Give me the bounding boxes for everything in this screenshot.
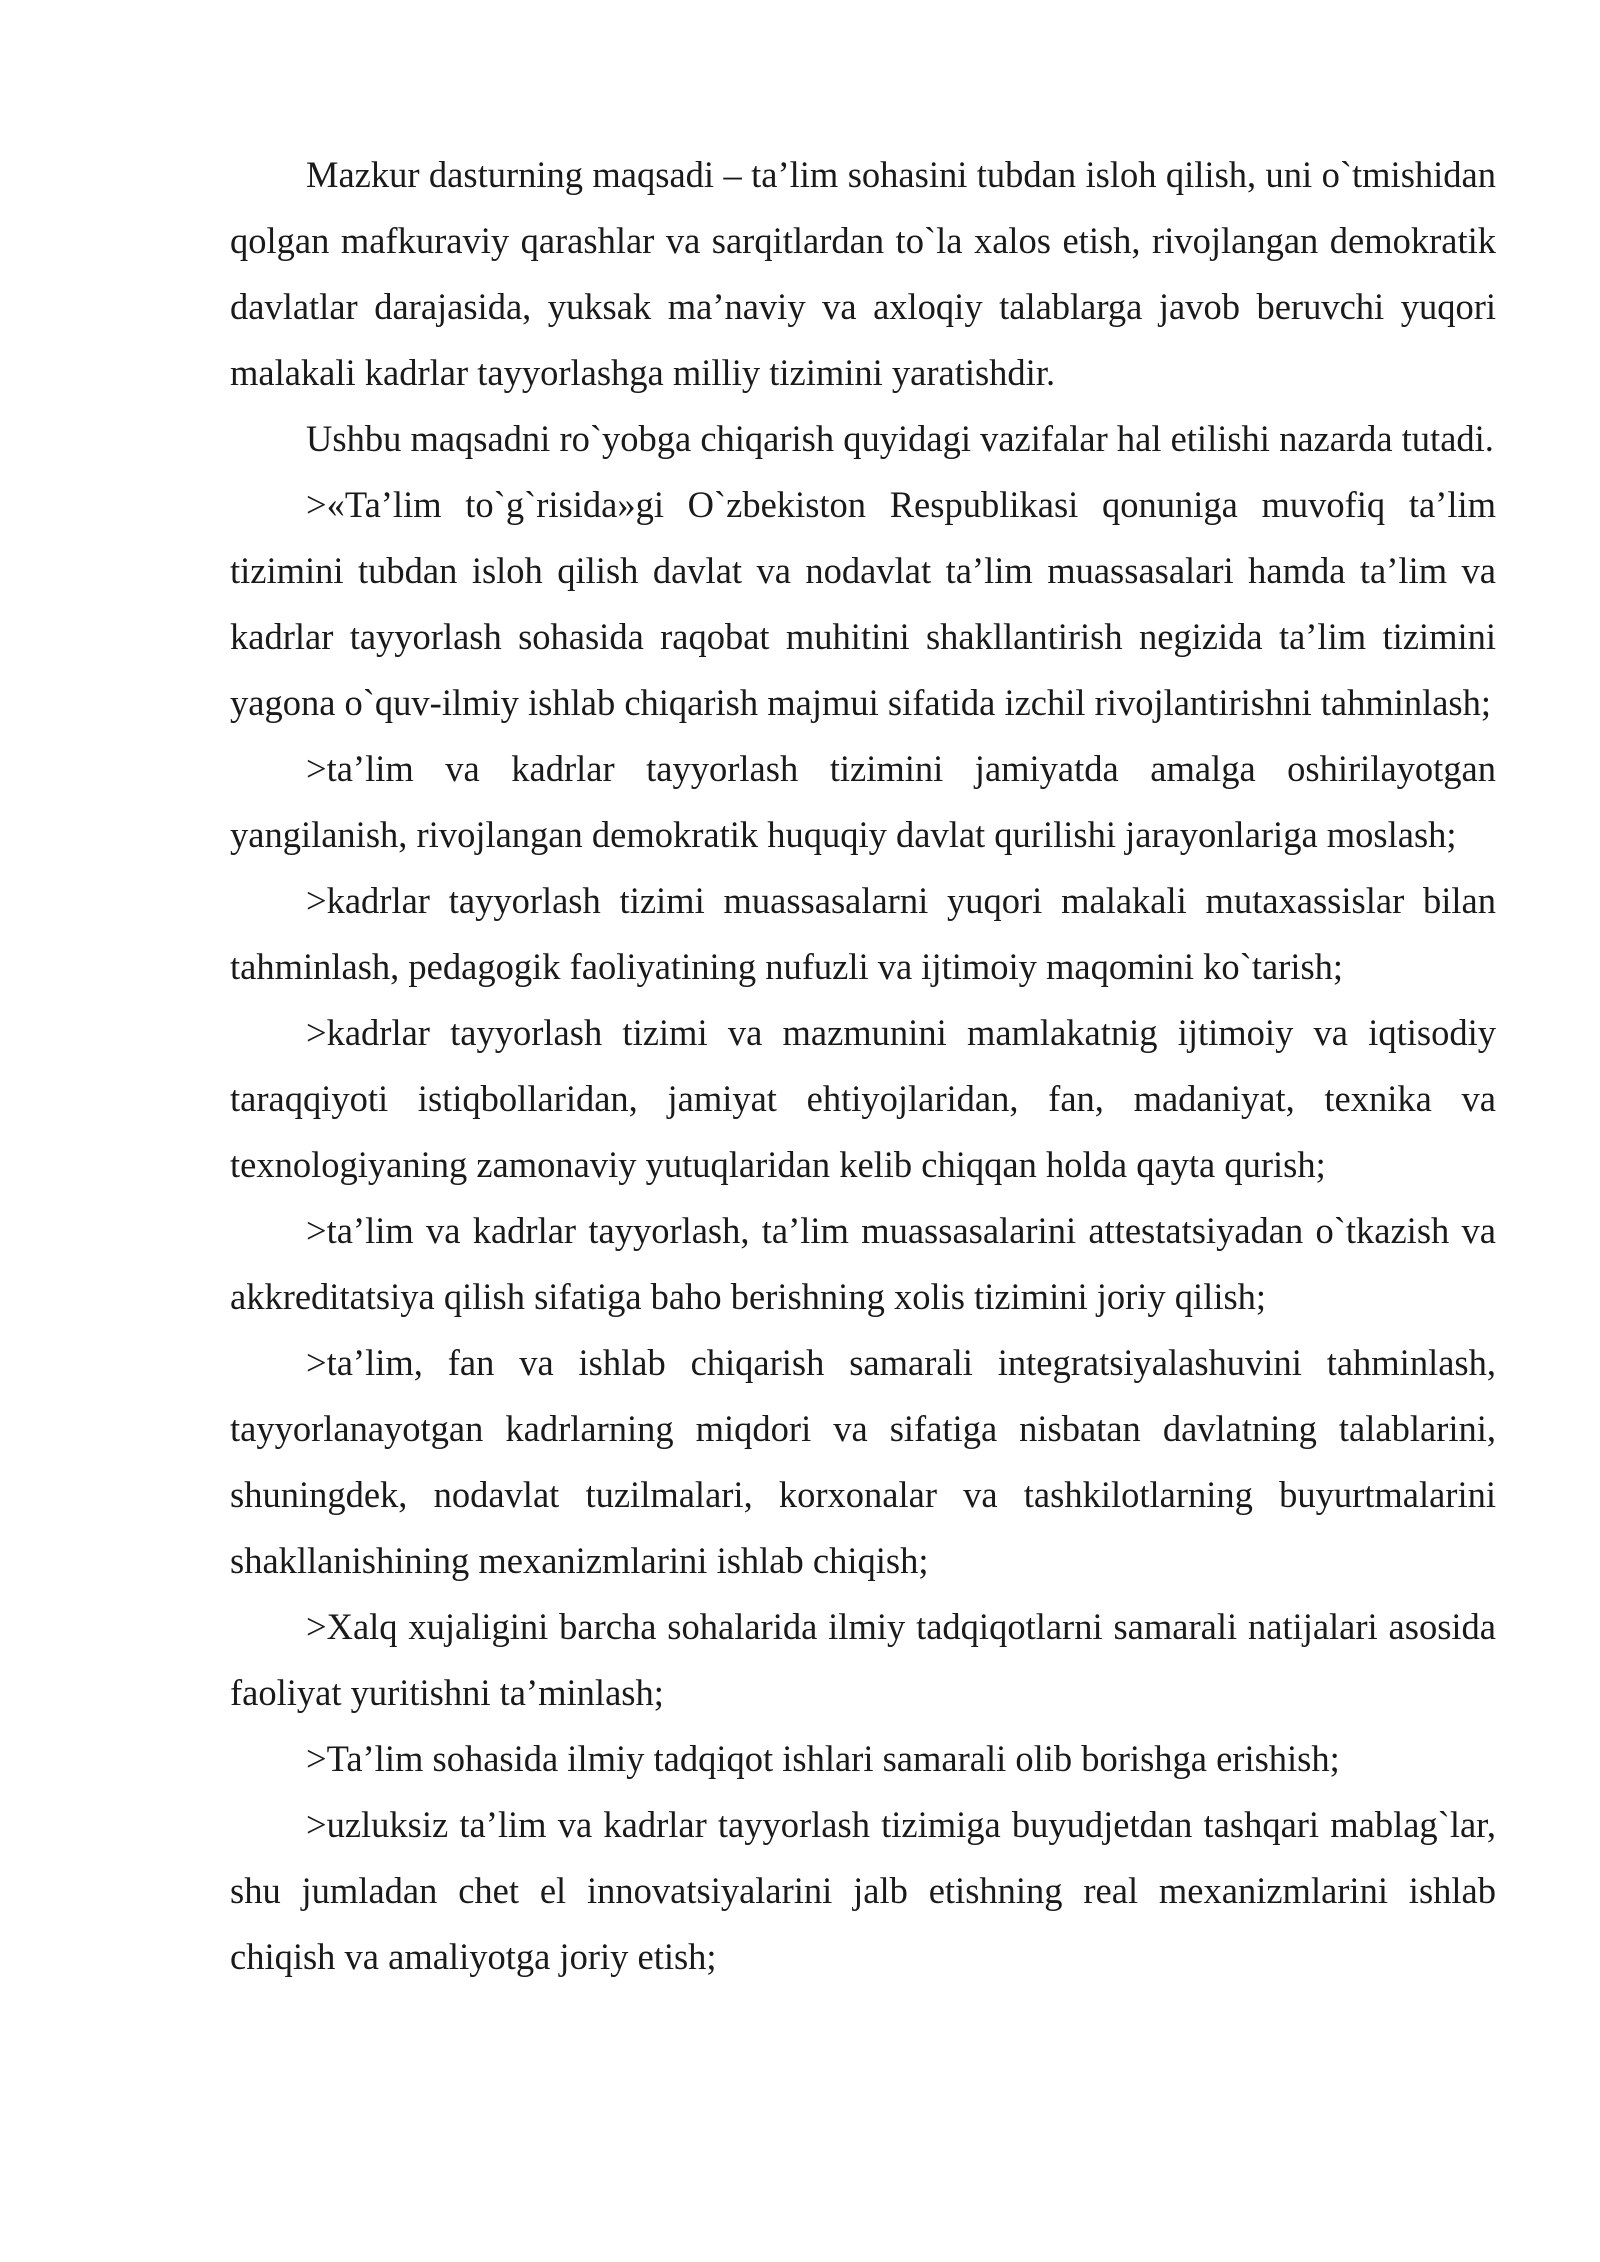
list-item-specialists-provision: >kadrlar tayyorlash tizimi muassasalarni yuqori malakali mutaxassislar bilan tahminlash, pedagogik faoliyatining nufuzli va ijtimoiy maqomini ko`tarish; — [230, 880, 1496, 987]
paragraph-tasks-intro: Ushbu maqsadni ro`yobga chiqarish quyidagi vazifalar hal etilishi nazarda tutadi. — [306, 418, 1494, 459]
list-item-system-adaptation: >ta’lim va kadrlar tayyorlash tizimini jamiyatda amalga oshirilayotgan yangilanish, rivojlangan demokratik huquqiy davlat qurilishi jarayonlariga moslash; — [230, 748, 1496, 855]
list-item-research-economy: >Xalq xujaligini barcha sohalarida ilmiy tadqiqotlarni samarali natijalari asosida faoliyat yuritishni ta’minlash; — [230, 1606, 1496, 1713]
list-item-attestation: >ta’lim va kadrlar tayyorlash, ta’lim muassasalarini attestatsiyadan o`tkazish va akkreditatsiya qilish sifatiga baho berishning xolis tizimini joriy qilish; — [230, 1210, 1496, 1317]
list-item-research-education: >Ta’lim sohasida ilmiy tadqiqot ishlari samarali olib borishga erishish; — [306, 1738, 1340, 1779]
list-item-integration: >ta’lim, fan va ishlab chiqarish samarali integratsiyalashuvini tahminlash, tayyorlanayotgan kadrlarning miqdori va sifatiga nisbatan davlatning talablarini, shuningdek, nodavlat tuzilmalari, korxonalar va tashkilotlarning buyurtmalarini shakllanishining mexanizmlarini ishlab chiqish; — [230, 1342, 1496, 1581]
list-item-restructuring: >kadrlar tayyorlash tizimi va mazmunini mamlakatnig ijtimoiy va iqtisodiy taraqqiyoti istiqbollaridan, jamiyat ehtiyojlaridan, fan, madaniyat, texnika va texnologiyaning zamonaviy yutuqlaridan kelib chiqqan holda qayta qurish; — [230, 1012, 1496, 1185]
paragraph-intro-goal: Mazkur dasturning maqsadi – ta’lim sohasini tubdan isloh qilish, uni o`tmishidan qolgan mafkuraviy qarashlar va sarqitlardan to`la xalos etish, rivojlangan demokratik davlatlar darajasida, yuksak ma’naviy va axloqiy talablarga javob beruvchi yuqori malakali kadrlar tayyorlashga milliy tizimini yaratishdir. — [230, 154, 1496, 393]
list-item-funding: >uzluksiz ta’lim va kadrlar tayyorlash tizimiga buyudjetdan tashqari mablag`lar, shu jumladan chet el innovatsiyalarini jalb etishning real mexanizmlarini ishlab chiqish va amaliyotga joriy etish; — [230, 1804, 1496, 1977]
list-item-education-law: >«Ta’lim to`g`risida»gi O`zbekiston Respublikasi qonuniga muvofiq ta’lim tizimini tubdan isloh qilish davlat va nodavlat ta’lim muassasalari hamda ta’lim va kadrlar tayyorlash sohasida raqobat muhitini shakllantirish negizida ta’lim tizimini yagona o`quv-ilmiy ishlab chiqarish majmui sifatida izchil rivojlantirishni tahminlash; — [230, 484, 1496, 723]
document-page — [230, 142, 1496, 1990]
